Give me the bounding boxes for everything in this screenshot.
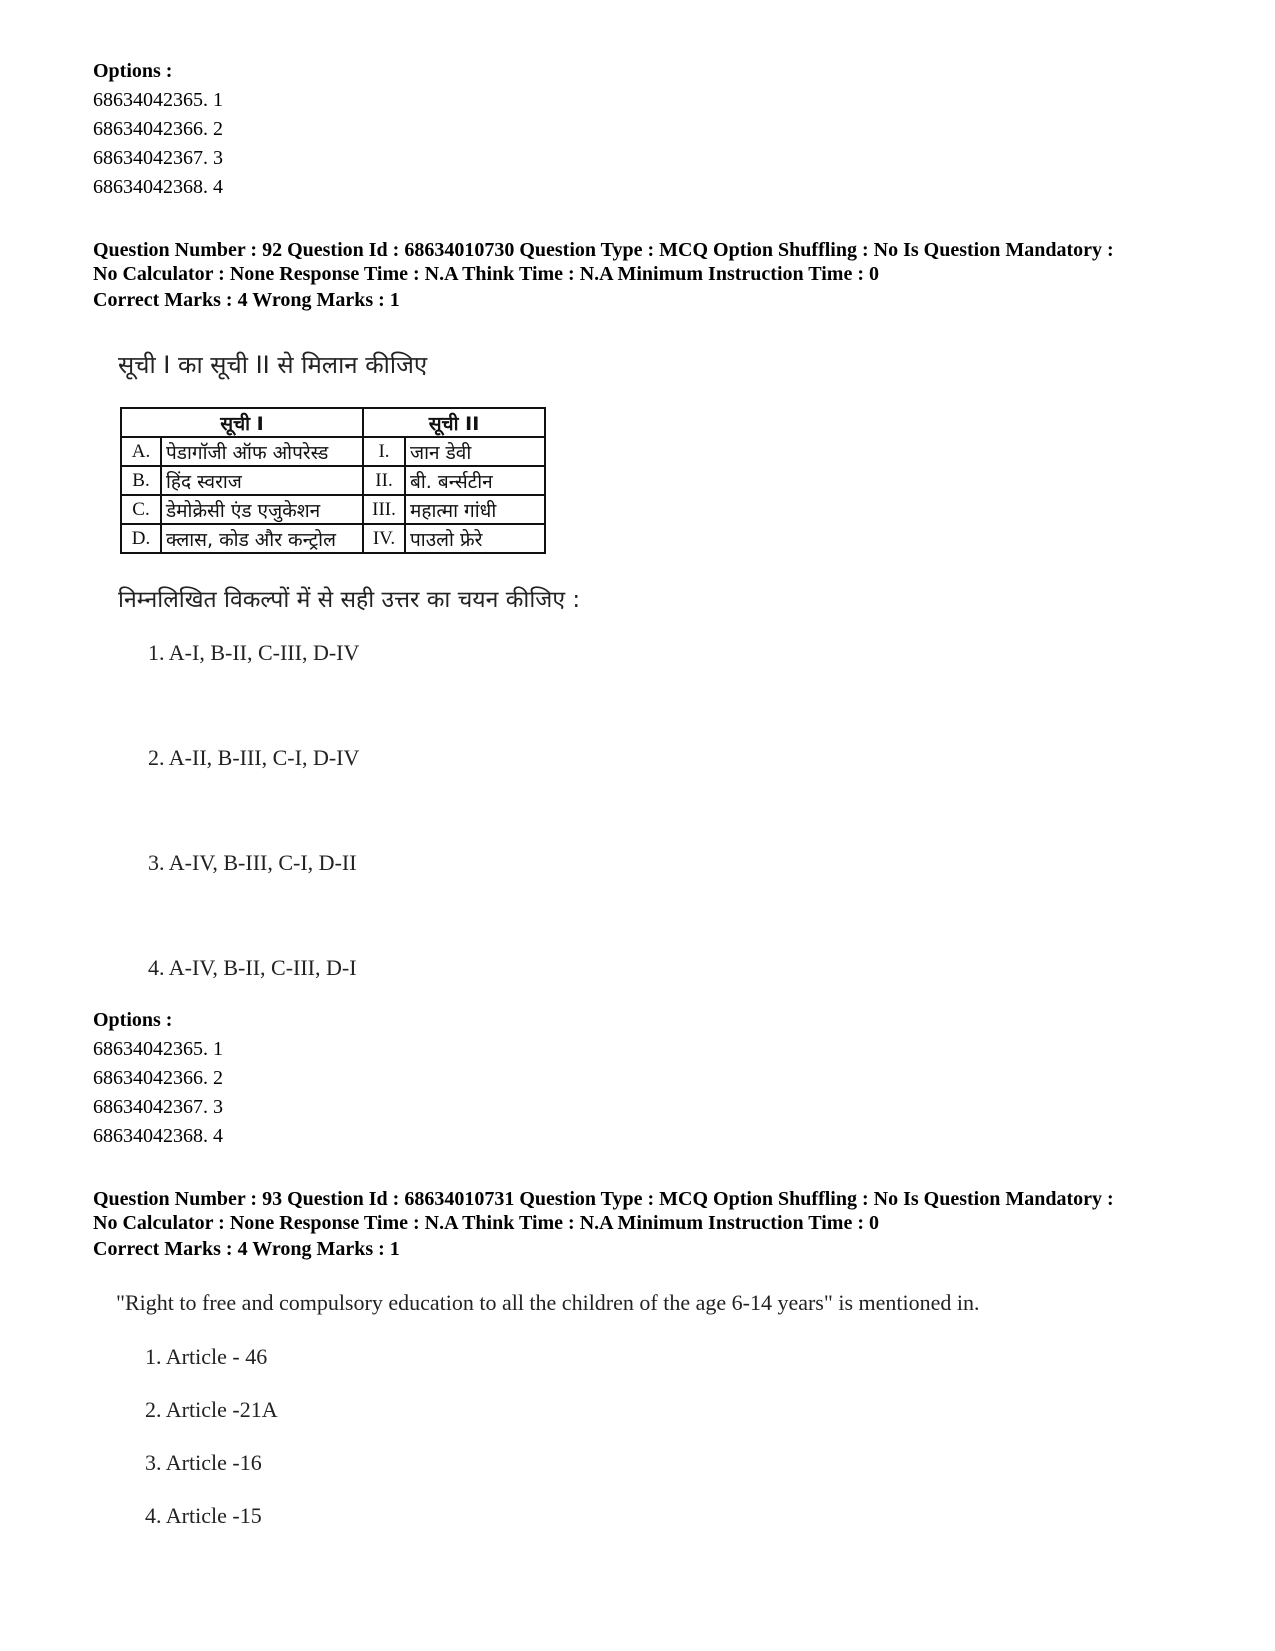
q92-meta-line2: No Calculator : None Response Time : N.A Think Time : N.A Minimum Instruction Time : 0 bbox=[93, 263, 879, 285]
row-match: जान डेवी bbox=[405, 437, 545, 466]
list2-header: सूची II bbox=[363, 408, 545, 437]
options-heading: Options : bbox=[93, 1009, 173, 1031]
row-match: महात्मा गांधी bbox=[405, 495, 545, 524]
q92-choice-1: 1. A-I, B-II, C-III, D-IV bbox=[148, 640, 360, 665]
option-line: 68634042368. 4 bbox=[93, 1125, 223, 1147]
q92-marks: Correct Marks : 4 Wrong Marks : 1 bbox=[93, 289, 400, 311]
q92-choice-3: 3. A-IV, B-III, C-I, D-II bbox=[148, 850, 357, 875]
q93-choice-4: 4. Article -15 bbox=[145, 1503, 262, 1528]
q92-title: सूची I का सूची II से मिलान कीजिए bbox=[118, 351, 428, 379]
q93-question: "Right to free and compulsory education to all the children of the age 6-14 years" is mentioned in. bbox=[116, 1290, 980, 1315]
option-line: 68634042366. 2 bbox=[93, 118, 223, 140]
row-item: हिंद स्वराज bbox=[161, 466, 363, 495]
list1-header: सूची I bbox=[121, 408, 363, 437]
row-numeral: III. bbox=[363, 495, 405, 524]
row-numeral: I. bbox=[363, 437, 405, 466]
q92-options-block bbox=[93, 1006, 223, 1151]
q93-meta-line2: No Calculator : None Response Time : N.A Think Time : N.A Minimum Instruction Time : 0 bbox=[93, 1212, 879, 1234]
row-match: बी. बर्न्सटीन bbox=[405, 466, 545, 495]
table-row bbox=[121, 437, 545, 466]
row-letter: B. bbox=[121, 466, 161, 495]
option-line: 68634042365. 1 bbox=[93, 89, 223, 111]
q92-meta bbox=[93, 238, 1114, 315]
q93-meta bbox=[93, 1187, 1114, 1264]
q93-choice-2: 2. Article -21A bbox=[145, 1397, 278, 1422]
row-numeral: IV. bbox=[363, 524, 405, 553]
match-table bbox=[120, 407, 546, 554]
row-numeral: II. bbox=[363, 466, 405, 495]
row-letter: D. bbox=[121, 524, 161, 553]
q92-choice-2: 2. A-II, B-III, C-I, D-IV bbox=[148, 745, 360, 770]
option-line: 68634042365. 1 bbox=[93, 1038, 223, 1060]
option-line: 68634042367. 3 bbox=[93, 147, 223, 169]
option-line: 68634042366. 2 bbox=[93, 1067, 223, 1089]
table-row bbox=[121, 466, 545, 495]
top-options-block bbox=[93, 57, 223, 202]
q92-choice-4: 4. A-IV, B-II, C-III, D-I bbox=[148, 955, 357, 980]
table-row bbox=[121, 524, 545, 553]
q93-choice-1: 1. Article - 46 bbox=[145, 1344, 268, 1369]
table-row bbox=[121, 495, 545, 524]
q92-meta-line1: Question Number : 92 Question Id : 68634010730 Question Type : MCQ Option Shuffling : No Is Question Mandatory : bbox=[93, 239, 1114, 261]
row-letter: A. bbox=[121, 437, 161, 466]
row-item: पेडागॉजी ऑफ ओपरेस्ड bbox=[161, 437, 363, 466]
row-item: क्लास, कोड और कन्ट्रोल bbox=[161, 524, 363, 553]
options-heading: Options : bbox=[93, 60, 173, 82]
option-line: 68634042368. 4 bbox=[93, 176, 223, 198]
q93-marks: Correct Marks : 4 Wrong Marks : 1 bbox=[93, 1238, 400, 1260]
q93-choice-3: 3. Article -16 bbox=[145, 1450, 262, 1475]
option-line: 68634042367. 3 bbox=[93, 1096, 223, 1118]
q93-meta-line1: Question Number : 93 Question Id : 68634010731 Question Type : MCQ Option Shuffling : No Is Question Mandatory : bbox=[93, 1188, 1114, 1210]
row-item: डेमोक्रेसी एंड एजुकेशन bbox=[161, 495, 363, 524]
row-letter: C. bbox=[121, 495, 161, 524]
row-match: पाउलो फ्रेरे bbox=[405, 524, 545, 553]
q92-instruction: निम्नलिखित विकल्पों में से सही उत्तर का चयन कीजिए : bbox=[118, 587, 581, 613]
